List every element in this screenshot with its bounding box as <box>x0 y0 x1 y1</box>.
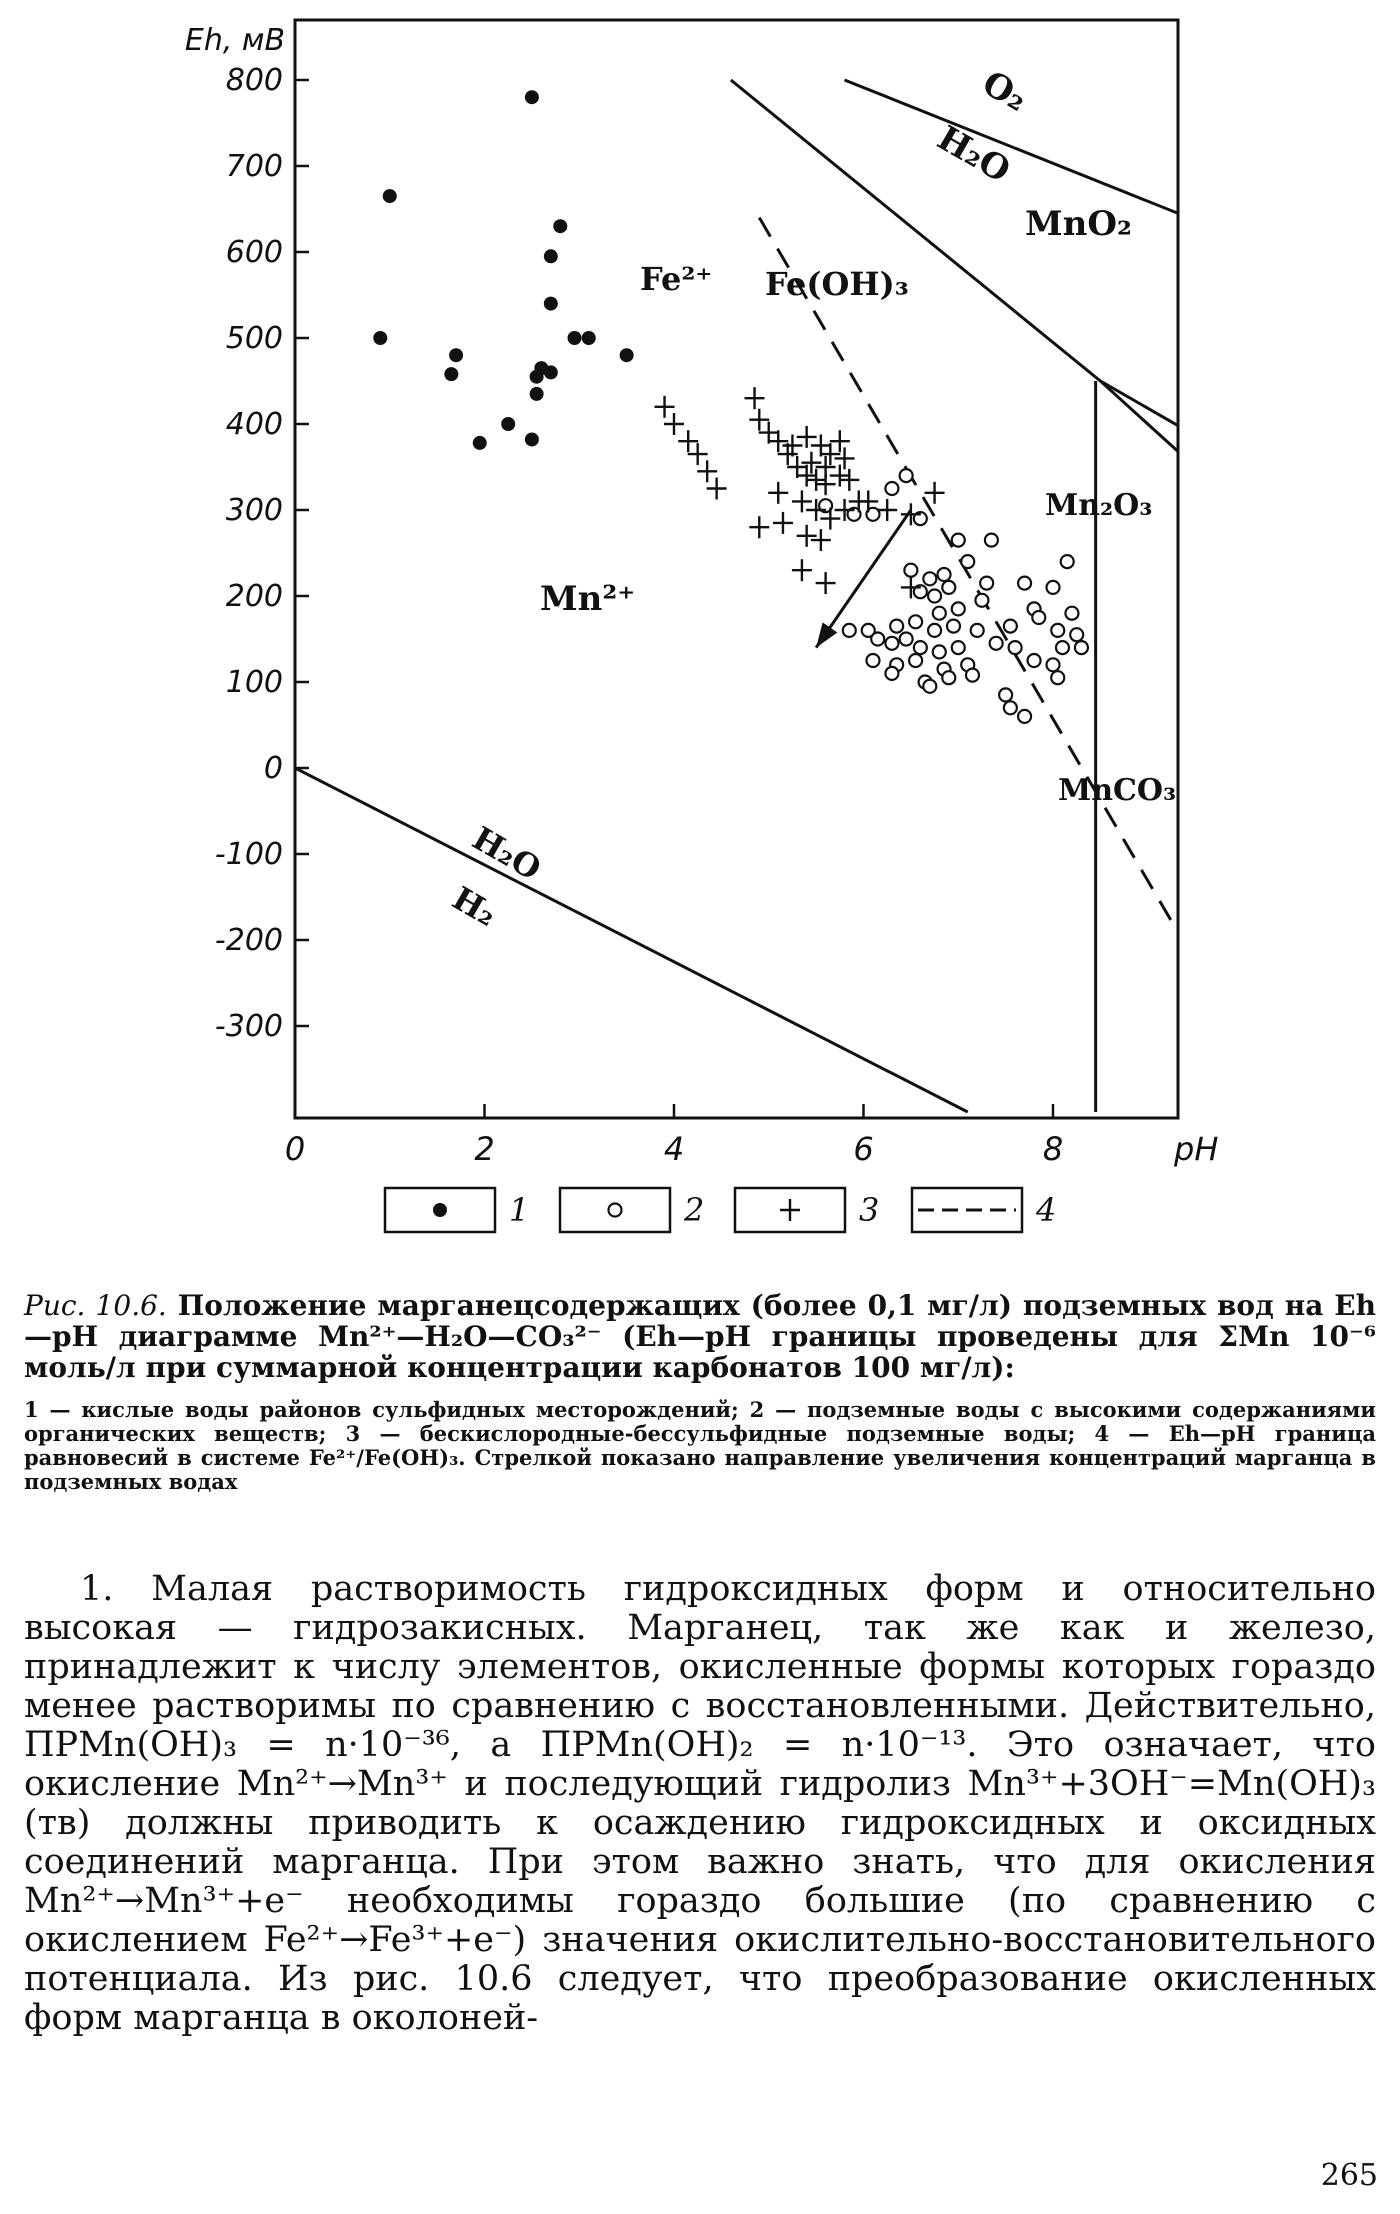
point-series-2 <box>1047 658 1060 671</box>
point-series-2 <box>885 667 898 680</box>
point-series-2 <box>1004 701 1017 714</box>
point-series-1 <box>544 249 558 263</box>
point-series-3 <box>707 478 727 500</box>
point-series-3 <box>678 430 698 452</box>
legend-marker <box>780 1199 800 1221</box>
point-series-1 <box>449 348 463 362</box>
point-series-2 <box>923 680 936 693</box>
point-series-2 <box>928 590 941 603</box>
point-series-1 <box>544 365 558 379</box>
point-series-2 <box>928 624 941 637</box>
point-series-3 <box>745 387 765 409</box>
point-series-2 <box>900 633 913 646</box>
legend-marker <box>433 1203 447 1217</box>
legend-item-1 <box>385 1188 529 1232</box>
y-tick-label: 700 <box>225 149 283 184</box>
point-series-2 <box>1070 628 1083 641</box>
point-series-2 <box>933 607 946 620</box>
point-series-1 <box>473 436 487 450</box>
point-series-2 <box>971 624 984 637</box>
point-series-2 <box>975 594 988 607</box>
x-tick-label: 0 <box>284 1130 306 1168</box>
point-series-2 <box>1056 641 1069 654</box>
y-tick-label: -100 <box>214 837 283 872</box>
point-series-2 <box>1075 641 1088 654</box>
point-series-2 <box>909 615 922 628</box>
y-tick-label: 600 <box>225 235 283 270</box>
legend <box>385 1188 1056 1232</box>
point-series-3 <box>839 469 859 491</box>
y-tick-label: 100 <box>225 665 283 700</box>
caption-text: Положение марганецсодержащих (более 0,1 мг/л) подземных вод на Eh—pH диаграмме Mn²⁺—H₂O—CO₃²⁻ (Eh—pH границы проведены для ΣMn 10⁻⁶ моль/л при суммарной концентрации карбонатов 100 мг/л): <box>24 1289 1377 1384</box>
point-series-2 <box>871 633 884 646</box>
point-series-3 <box>688 443 708 465</box>
point-series-2 <box>890 620 903 633</box>
point-series-2 <box>1009 641 1022 654</box>
point-series-2 <box>909 654 922 667</box>
y-tick-label: 400 <box>225 407 283 442</box>
point-series-2 <box>1051 624 1064 637</box>
point-series-2 <box>952 602 965 615</box>
point-series-1 <box>525 432 539 446</box>
point-series-1 <box>582 331 596 345</box>
x-tick-label: 2 <box>474 1130 495 1168</box>
y-tick-label: 0 <box>263 751 283 786</box>
point-series-2 <box>914 641 927 654</box>
point-series-1 <box>544 297 558 311</box>
point-series-2 <box>1018 577 1031 590</box>
point-series-3 <box>749 409 769 431</box>
point-series-3 <box>806 469 826 491</box>
point-series-2 <box>952 534 965 547</box>
legend-description: 1 — кислые воды районов сульфидных месторождений; 2 — подземные воды с высокими содержаниями органических веществ; 3 — бескислородные-бессульфидные подземные воды; 4 — Eh—pH граница равновесий в системе Fe²⁺/Fe(OH)₃. Стрелкой показано направление увеличения концентраций марганца в подземных водах <box>24 1397 1376 1494</box>
point-series-1 <box>530 387 544 401</box>
region-label: Mn²⁺ <box>540 579 636 619</box>
x-tick-label: 6 <box>853 1130 874 1168</box>
page-number: 265 <box>1320 2158 1378 2193</box>
plot-frame <box>295 20 1178 1118</box>
point-series-2 <box>885 482 898 495</box>
legend-marker <box>609 1204 622 1217</box>
point-series-2 <box>866 654 879 667</box>
legend-label: 4 <box>1036 1191 1057 1229</box>
point-series-2 <box>966 669 979 682</box>
point-series-2 <box>990 637 1003 650</box>
region-label: Mn₂O₃ <box>1045 488 1153 523</box>
point-series-2 <box>1047 581 1060 594</box>
legend-label: 2 <box>684 1191 705 1229</box>
point-series-1 <box>530 370 544 384</box>
point-series-2 <box>933 645 946 658</box>
x-tick-label: 8 <box>1042 1130 1064 1168</box>
point-series-2 <box>1004 620 1017 633</box>
point-series-1 <box>525 90 539 104</box>
y-tick-label: 200 <box>225 579 283 614</box>
point-series-3 <box>797 525 817 547</box>
plot-border <box>295 20 1178 1118</box>
point-series-2 <box>923 572 936 585</box>
legend-label: 3 <box>859 1191 880 1229</box>
point-series-2 <box>1065 607 1078 620</box>
body-paragraph: 1. Малая растворимость гидроксидных форм и относительно высокая — гидрозакисных. Марганец, так же как и железо, принадлежит к числу элементов, окисленные формы которых гораздо менее растворимы по сравнению с восстановленными. Действительно, ПРMn(OH)₃ = n·10⁻³⁶, а ПРMn(OH)₂ = n·10⁻¹³. Это означает, что окисление Mn²⁺→Mn³⁺ и последующий гидролиз Mn³⁺+3OH⁻=Mn(OH)₃ (тв) должны приводить к осаждению гидроксидных и оксидных соединений марганца. При этом важно знать, что для окисления Mn²⁺→Mn³⁺+e⁻ необходимы гораздо большие (по сравнению с окислением Fe²⁺→Fe³⁺+e⁻) значения окислительно-восстановительного потенциала. Из рис. 10.6 следует, что преобразование окисленных форм марганца в околоней- <box>24 1569 1376 2038</box>
boundary-line <box>1100 381 1242 463</box>
point-series-1 <box>568 331 582 345</box>
point-series-2 <box>985 534 998 547</box>
point-series-3 <box>664 413 684 435</box>
point-series-1 <box>553 219 567 233</box>
point-series-3 <box>773 512 793 534</box>
y-tick-label: 800 <box>225 63 283 98</box>
point-series-2 <box>980 577 993 590</box>
point-series-2 <box>942 671 955 684</box>
region-label: MnO₂ <box>1025 204 1132 244</box>
point-series-1 <box>383 189 397 203</box>
legend-item-2 <box>560 1188 704 1232</box>
region-label: MnCO₃ <box>1058 773 1177 808</box>
figure-label: Рис. 10.6. <box>24 1289 167 1322</box>
point-series-2 <box>843 624 856 637</box>
point-series-3 <box>877 499 897 521</box>
point-series-2 <box>1018 710 1031 723</box>
point-series-3 <box>697 460 717 482</box>
point-series-2 <box>1032 611 1045 624</box>
point-series-2 <box>999 688 1012 701</box>
point-series-2 <box>961 555 974 568</box>
legend-item-4 <box>912 1188 1056 1232</box>
point-series-3 <box>655 396 675 418</box>
point-series-1 <box>444 367 458 381</box>
point-series-2 <box>1061 555 1074 568</box>
point-series-2 <box>904 564 917 577</box>
y-axis-label: Eh, мВ <box>184 23 286 58</box>
point-series-1 <box>620 348 634 362</box>
point-series-3 <box>835 447 855 469</box>
point-series-2 <box>900 469 913 482</box>
point-series-3 <box>811 529 831 551</box>
body-text <box>24 1570 1376 2038</box>
point-series-3 <box>768 482 788 504</box>
x-axis-label: pH <box>1174 1130 1219 1168</box>
point-series-3 <box>792 559 812 581</box>
y-tick-label: 300 <box>225 493 283 528</box>
point-series-2 <box>947 620 960 633</box>
region-label: O₂ <box>975 63 1035 121</box>
y-tick-label: -300 <box>214 1009 283 1044</box>
point-series-2 <box>1051 671 1064 684</box>
point-series-3 <box>816 572 836 594</box>
point-series-3 <box>830 430 850 452</box>
point-series-2 <box>938 568 951 581</box>
figure-caption <box>24 1290 1376 1383</box>
y-tick-label: -200 <box>214 923 283 958</box>
boundary-line <box>295 768 968 1112</box>
region-label: H₂O <box>466 819 548 888</box>
axis-ticks <box>185 23 1219 1168</box>
region-label: H₂O <box>930 118 1017 192</box>
point-series-1 <box>373 331 387 345</box>
legend-item-3 <box>735 1188 879 1232</box>
y-tick-label: 500 <box>225 321 283 356</box>
data-points <box>373 90 1088 723</box>
region-label: H₂ <box>446 879 504 935</box>
point-series-3 <box>801 452 821 474</box>
region-label: Fe(OH)₃ <box>765 265 909 303</box>
point-series-2 <box>942 581 955 594</box>
point-series-3 <box>925 482 945 504</box>
legend-label: 1 <box>509 1191 530 1229</box>
region-label: Fe²⁺ <box>640 260 713 298</box>
point-series-2 <box>952 641 965 654</box>
point-series-1 <box>501 417 515 431</box>
point-series-3 <box>749 516 769 538</box>
point-series-2 <box>1028 654 1041 667</box>
region-labels <box>446 63 1176 934</box>
x-tick-label: 4 <box>663 1130 685 1168</box>
arrow-head <box>816 622 837 647</box>
point-series-2 <box>885 637 898 650</box>
